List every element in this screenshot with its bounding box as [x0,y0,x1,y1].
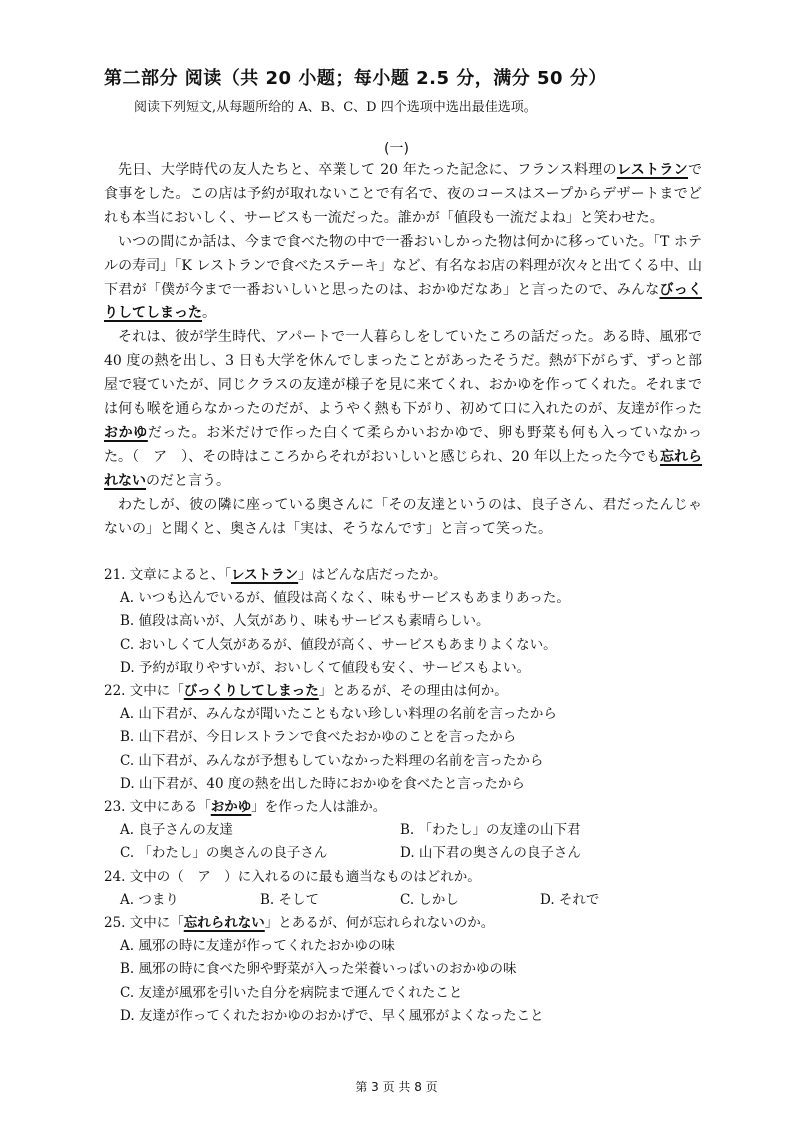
stem-text: 」を作った人は誰か。 [251,799,387,816]
question-24-option-b: B. そして [260,891,320,908]
question-24-option-a: A. つまり [120,891,179,908]
stem-text: 22. 文中に「 [104,683,184,700]
stem-highlight: おかゆ [210,799,252,816]
question-24-options-row [104,889,704,912]
passage-number: (一) [384,141,409,157]
question-23-options-row-1 [104,819,704,842]
stem-highlight: 忘れられない [183,915,265,932]
underlined-term-unforgettable: 忘れられない [104,448,702,489]
question-24-stem: 24. 文中の（ ア ）に入れるのに最も適当なものはどれか。 [104,868,481,885]
question-21-stem [104,564,704,587]
stem-text: 21. 文章によると、「 [104,567,232,583]
stem-highlight: びっくりしてしまった [183,683,319,700]
question-23-option-c: C. 「わたし」の奥さんの良子さん [120,845,328,862]
stem-text: 23. 文中にある「 [104,799,211,816]
underlined-term-surprised: びっくりしてしまった [104,281,703,322]
question-24-option-d: D. それで [540,891,600,908]
question-23-options-row-2 [104,842,704,865]
question-23-option-d: D. 山下君の奥さんの良子さん [400,845,581,862]
question-23-option-b: B. 「わたし」の友達の山下君 [400,822,581,839]
paragraph-text: だった。お米だけで作った白くて柔らかいおかゆで、卵も野菜も何も入っていなかった。（ ア ）、その時はこころからそれがおいしいと感じられ、20 年以上たった今でも [104,424,703,465]
paragraph-text: それは、彼が学生時代、アパートで一人暮らしをしていたころの話だった。ある時、風邪で 40 度の熱を出し、3 日も大学を休んでしまったことがあったそうだ。熱が下がらず、ずっと部屋で寝ていたが、同じクラスの友達が様子を見に来てくれ、おかゆを作ってくれた。それまでは何も喉を通らなかったのだが、ようやく熱も下がり、初めて口に入れたのが、友達が作った [104,329,702,418]
question-22-option-d: D. 山下君が、40 度の熱を出した時におかゆを食べたと言ったから [120,775,525,792]
question-25-option-c: C. 友達が風邪を引いた自分を病院まで運んでくれたこと [120,984,463,1001]
question-25-stem [104,912,704,935]
question-22-stem [104,680,704,703]
stem-text: 」とあるが、何が忘れられないのか。 [264,915,495,932]
question-21-option-c: C. おいしくて人気があるが、値段が高く、サービスもあまりよくない。 [120,636,557,653]
section-title: 第二部分 阅读（共 20 小题；每小题 2.5 分，满分 50 分） [104,68,607,89]
stem-text: 25. 文中に「 [104,915,184,932]
paragraph-text: 。 [202,305,216,322]
question-25-option-d: D. 友達が作ってくれたおかゆのおかげで、早く風邪がよくなったこと [120,1007,544,1024]
question-22-option-c: C. 山下君が、みんなが予想もしていなかった料理の名前を言ったから [120,752,544,769]
page-number: 第 3 页 共 8 页 [355,1080,438,1094]
question-22-option-b: B. 山下君が、今日レストランで食べたおかゆのことを言ったから [120,729,517,746]
paragraph-text: いつの間にか話は、今まで食べた物の中で一番おいしかった物は何かに移っていた。「T ホテルの寿司」「K レストランで食べたステーキ」など、有名なお店の料理が次々と出てくる中、山下君が「僕が今まで一番おいしいと思ったのは、おかゆだなあ」と言ったので、みんな [104,233,702,298]
stem-text: 」はどんな店だったか。 [298,567,447,583]
paragraph-3 [104,326,702,493]
paragraph-text: 先日、大学時代の友人たちと、卒業して 20 年たった記念に、フランス料理の [118,162,617,178]
paragraph-2 [104,231,702,327]
paragraph-4: わたしが、彼の隣に座っている奥さんに「その友達というのは、良子さん、君だったんじゃないの」と聞くと、奥さんは「実は、そうなんです」と言って笑った。 [104,496,702,537]
question-25-option-a: A. 風邪の時に友達が作ってくれたおかゆの味 [120,938,395,955]
question-23-stem [104,796,704,819]
question-21-option-a: A. いつも込んでいるが、値段は高くなく、味もサービスもあまりあった。 [120,590,570,607]
underlined-term-restaurant: レストラン [616,162,688,178]
stem-highlight: レストラン [231,567,299,583]
question-21-option-d: D. 予約が取りやすいが、おいしくて値段も安く、サービスもよい。 [120,659,531,676]
question-23-option-a: A. 良子さんの友達 [120,822,233,839]
instructions: 阅读下列短文,从每题所给的 A、B、C、D 四个选项中选出最佳选项。 [134,100,537,115]
paragraph-text: で食事をした。この店は予約が取れないことで有名で、夜のコースはスープからデザートまでどれも本当においしく、サービスも一流だった。誰かが「値段も一流だよね」と笑わせた。 [104,162,702,226]
paragraph-1 [104,159,702,231]
question-22-option-a: A. 山下君が、みんなが聞いたこともない珍しい料理の名前を言ったから [120,706,557,723]
question-list [104,564,704,1028]
reading-passage [104,159,702,542]
question-25-option-b: B. 風邪の時に食べた卵や野菜が入った栄養いっぱいのおかゆの味 [120,961,517,978]
underlined-term-okayu: おかゆ [104,424,148,441]
paragraph-text: のだと言う。 [146,472,230,489]
question-21-option-b: B. 値段は高いが、人気があり、味もサービスも素晴らしい。 [120,613,490,630]
stem-text: 」とあるが、その理由は何か。 [318,683,508,700]
question-24-option-c: C. しかし [400,891,459,908]
